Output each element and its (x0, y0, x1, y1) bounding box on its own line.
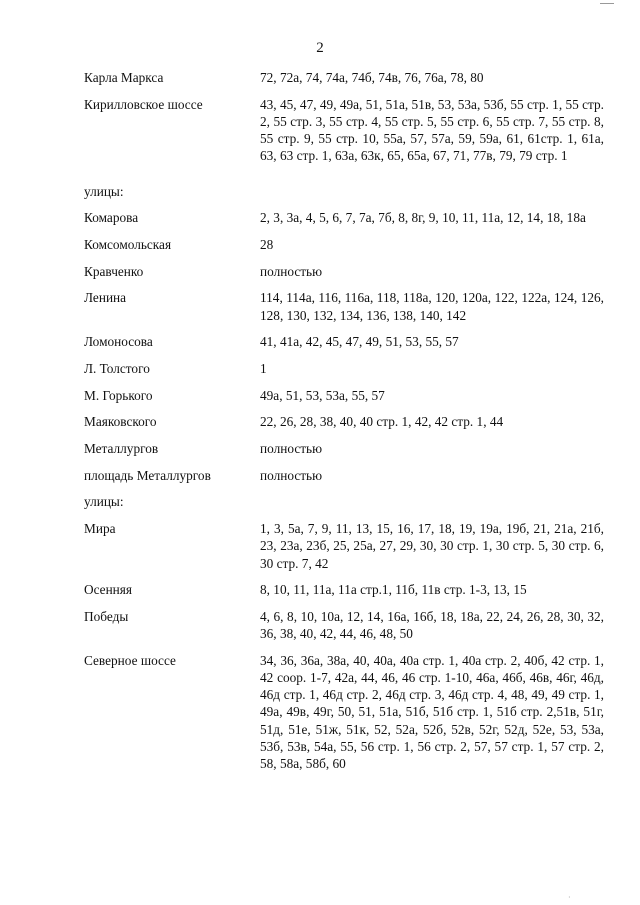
street-name: Мира (84, 521, 116, 537)
table-row (84, 263, 604, 280)
table-row (84, 467, 604, 484)
table-row (84, 289, 604, 323)
table-row (84, 520, 604, 572)
section-heading-row (84, 493, 604, 510)
table-row (84, 581, 604, 598)
section-heading-row (84, 183, 604, 200)
table-row (84, 333, 604, 350)
street-name: Кравченко (84, 263, 144, 279)
street-name: Осенняя (84, 582, 133, 598)
house-numbers: 41, 41а, 42, 45, 47, 49, 51, 53, 55, 57 (260, 334, 459, 350)
street-name: Комсомольская (84, 236, 172, 252)
street-name: Маяковского (84, 414, 157, 430)
table-row (84, 440, 604, 457)
house-numbers: 49а, 51, 53, 53а, 55, 57 (260, 387, 385, 403)
house-numbers: полностью (260, 467, 323, 483)
street-name: Кирилловское шоссе (84, 96, 203, 112)
section-heading: улицы: (84, 183, 124, 199)
house-numbers: полностью (260, 263, 323, 279)
street-name: М. Горького (84, 387, 153, 403)
address-table (84, 69, 604, 772)
page-number: 2 (316, 40, 324, 56)
street-name: Северное шоссе (84, 652, 176, 668)
section-heading: улицы: (84, 494, 124, 510)
house-numbers: 72, 72а, 74, 74а, 74б, 74в, 76, 76а, 78, 80 (260, 70, 484, 85)
house-numbers: 2, 3, 3а, 4, 5, 6, 7, 7а, 7б, 8, 8г, 9, 10, 11, 11а, 12, 14, 18, 18а (260, 210, 586, 226)
street-name: Комарова (84, 210, 139, 226)
street-name: Ленина (84, 290, 127, 306)
table-row (84, 387, 604, 404)
street-name: Победы (84, 608, 129, 624)
house-numbers: 28 (260, 236, 274, 252)
street-name: Ломоносова (84, 334, 153, 350)
street-name: Л. Толстого (84, 360, 150, 376)
street-name: площадь Металлургов (84, 467, 211, 483)
table-row (84, 608, 604, 642)
table-row (84, 209, 604, 226)
house-numbers: 1 (260, 360, 267, 376)
table-row (84, 360, 604, 377)
table-row (84, 236, 604, 253)
scan-dot-mark: · (568, 893, 571, 902)
house-numbers: полностью (260, 441, 323, 457)
house-numbers: 8, 10, 11, 11а, 11а стр.1, 11б, 11в стр. 1-3, 13, 15 (260, 582, 527, 598)
house-numbers: 43, 45, 47, 49, 49а, 51, 51а, 51в, 53, 53а, 53б, 55 стр. 1, 55 стр. 2, 55 стр. 3, 55 стр. 4, 55 стр. 5, 55 стр. 6, 55 стр. 7, 55 стр. 8, 55 стр. 9, 55 стр. 10, 55а, 57, 57а, 59, 59а, 61, 61стр. 1, 61а, 63, 63 стр. 1, 63а, 63к, 65, 65а, 67, 71, 77в, 79, 79 стр. 1 (260, 96, 604, 164)
house-numbers: 4, 6, 8, 10, 10а, 12, 14, 16а, 16б, 18, 18а, 22, 24, 26, 28, 30, 32, 36, 38, 40, 42, 44, 46, 48, 50 (260, 608, 604, 642)
table-row (84, 652, 604, 772)
table-row (84, 413, 604, 430)
street-name: Металлургов (84, 441, 159, 457)
table-row (84, 69, 604, 86)
table-row (84, 96, 604, 165)
house-numbers: 22, 26, 28, 38, 40, 40 стр. 1, 42, 42 стр. 1, 44 (260, 414, 504, 430)
house-numbers: 114, 114а, 116, 116а, 118, 118а, 120, 120а, 122, 122а, 124, 126, 128, 130, 132, 134, 136, 138, 140, 142 (260, 290, 604, 323)
scan-corner-mark (600, 0, 614, 4)
house-numbers: 1, 3, 5а, 7, 9, 11, 13, 15, 16, 17, 18, 19, 19а, 19б, 21, 21а, 21б, 23, 23а, 23б, 25, 25а, 27, 29, 30, 30 стр. 1, 30 стр. 5, 30 стр. 6, 30 стр. 7, 42 (260, 521, 604, 571)
house-numbers: 34, 36, 36а, 38а, 40, 40а, 40а стр. 1, 40а стр. 2, 40б, 42 стр. 1, 42 соор. 1-7, 42а, 44, 46, 46 стр. 1-10, 46а, 46б, 46в, 46г, 46д, 46д стр. 1, 46д стр. 2, 46д стр. 3, 46д стр. 4, 48, 49, 49 стр. 1, 49а, 49в, 49г, 50, 51, 51а, 51б, 51б стр. 1, 51б стр. 2,51в, 51г, 51д, 51е, 51ж, 51к, 52, 52а, 52б, 52в, 52г, 52д, 52е, 53, 53а, 53б, 53в, 54а, 55, 56 стр. 1, 56 стр. 2, 57, 57 стр. 1, 57 стр. 2, 58, 58а, 58б, 60 (260, 652, 604, 772)
street-name: Карла Маркса (84, 70, 164, 85)
